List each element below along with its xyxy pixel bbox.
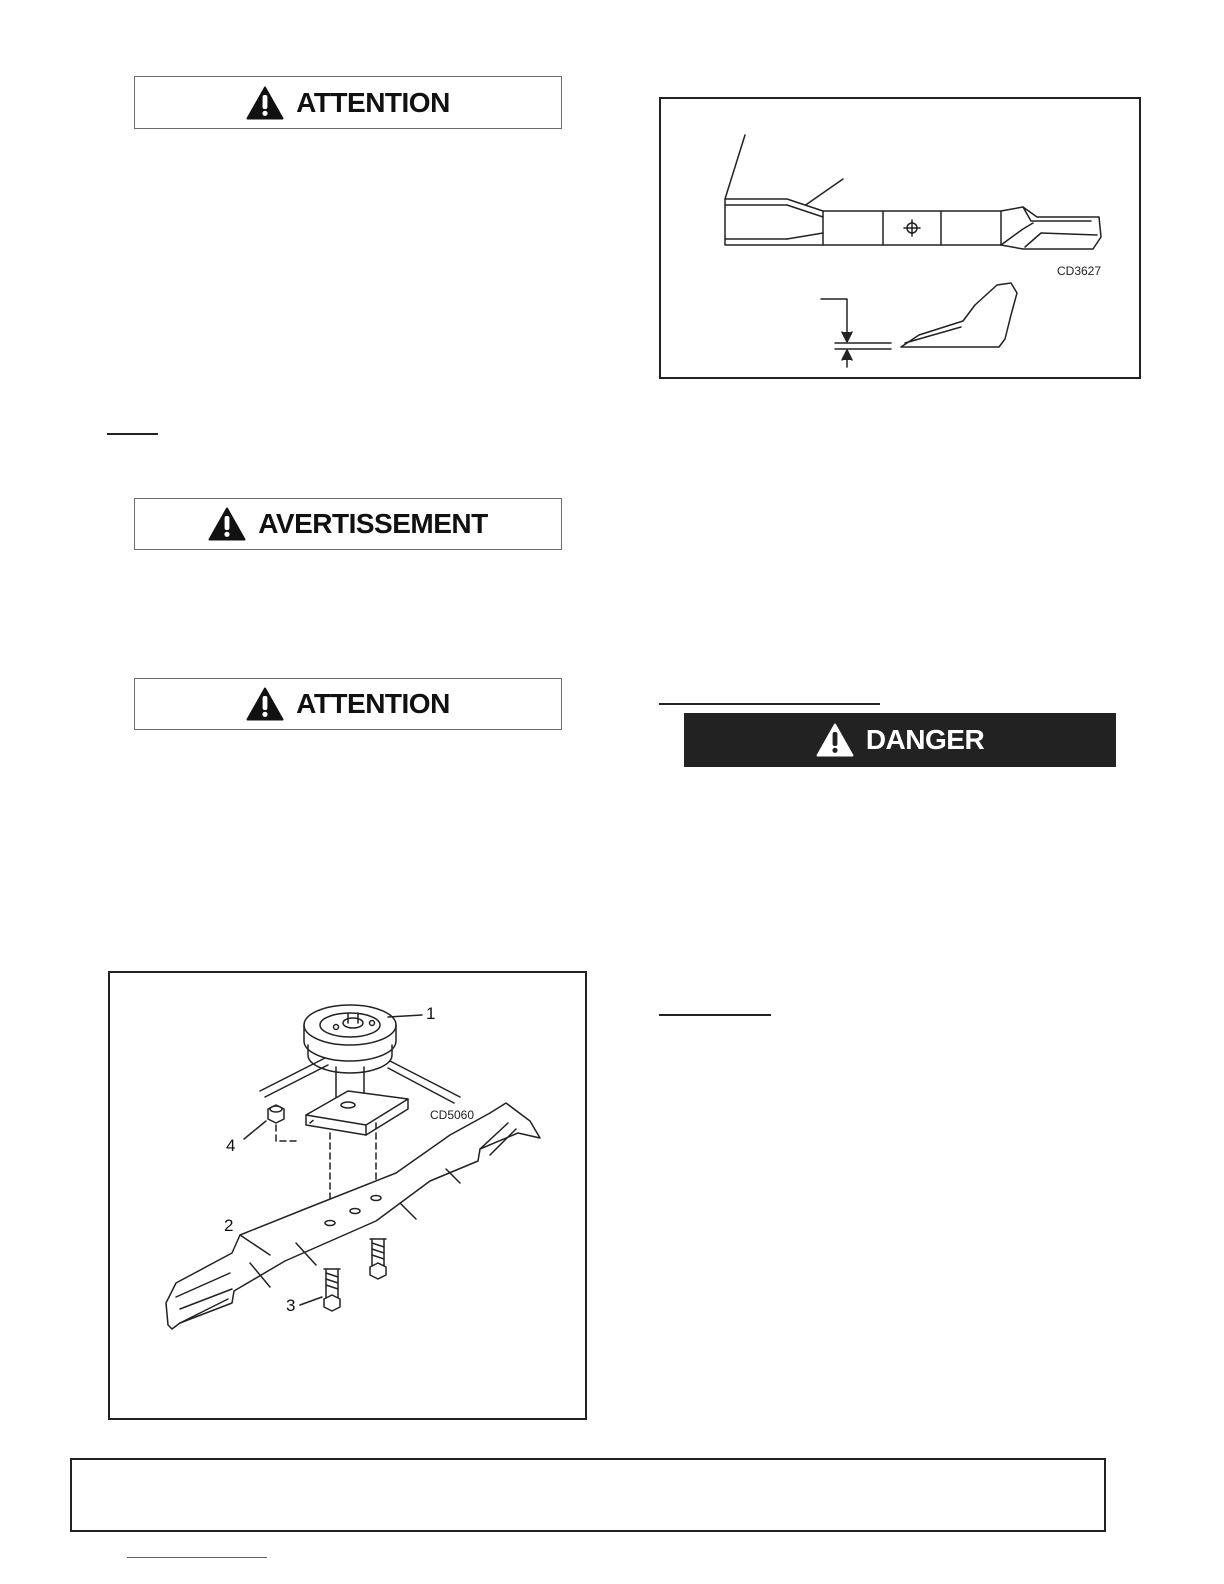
footer-link-underline[interactable] [127,1557,267,1558]
blade-wear-figure [659,97,1141,379]
callout-1: 1 [426,1004,436,1023]
blade-wear-drawing [661,99,1143,381]
warning-triangle-icon [816,723,854,757]
attention-label-2: ATTENTION [296,688,450,719]
figure-code-cd3627: CD3627 [1057,264,1102,278]
danger-label: DANGER [865,724,985,755]
blade-mount-figure [108,971,587,1420]
right-heading-underline-1 [659,703,880,705]
avertissement-label: AVERTISSEMENT [258,508,488,539]
avertissement-sign [134,498,562,550]
danger-sign [684,713,1116,767]
warning-triangle-icon [246,86,284,120]
figure-code-cd5060: CD5060 [430,1108,475,1122]
callout-2: 2 [224,1216,234,1235]
callout-3: 3 [286,1296,296,1315]
footer-note-box [70,1458,1106,1532]
right-heading-underline-2 [659,1014,771,1016]
attention-label-1: ATTENTION [296,86,450,118]
attention-sign-2 [134,678,562,730]
attention-sign-1 [134,76,562,129]
warning-triangle-icon [208,507,246,541]
warning-triangle-icon [246,687,284,721]
callout-4: 4 [226,1136,236,1155]
section-heading-underline [107,433,158,435]
blade-mount-drawing [110,973,589,1422]
